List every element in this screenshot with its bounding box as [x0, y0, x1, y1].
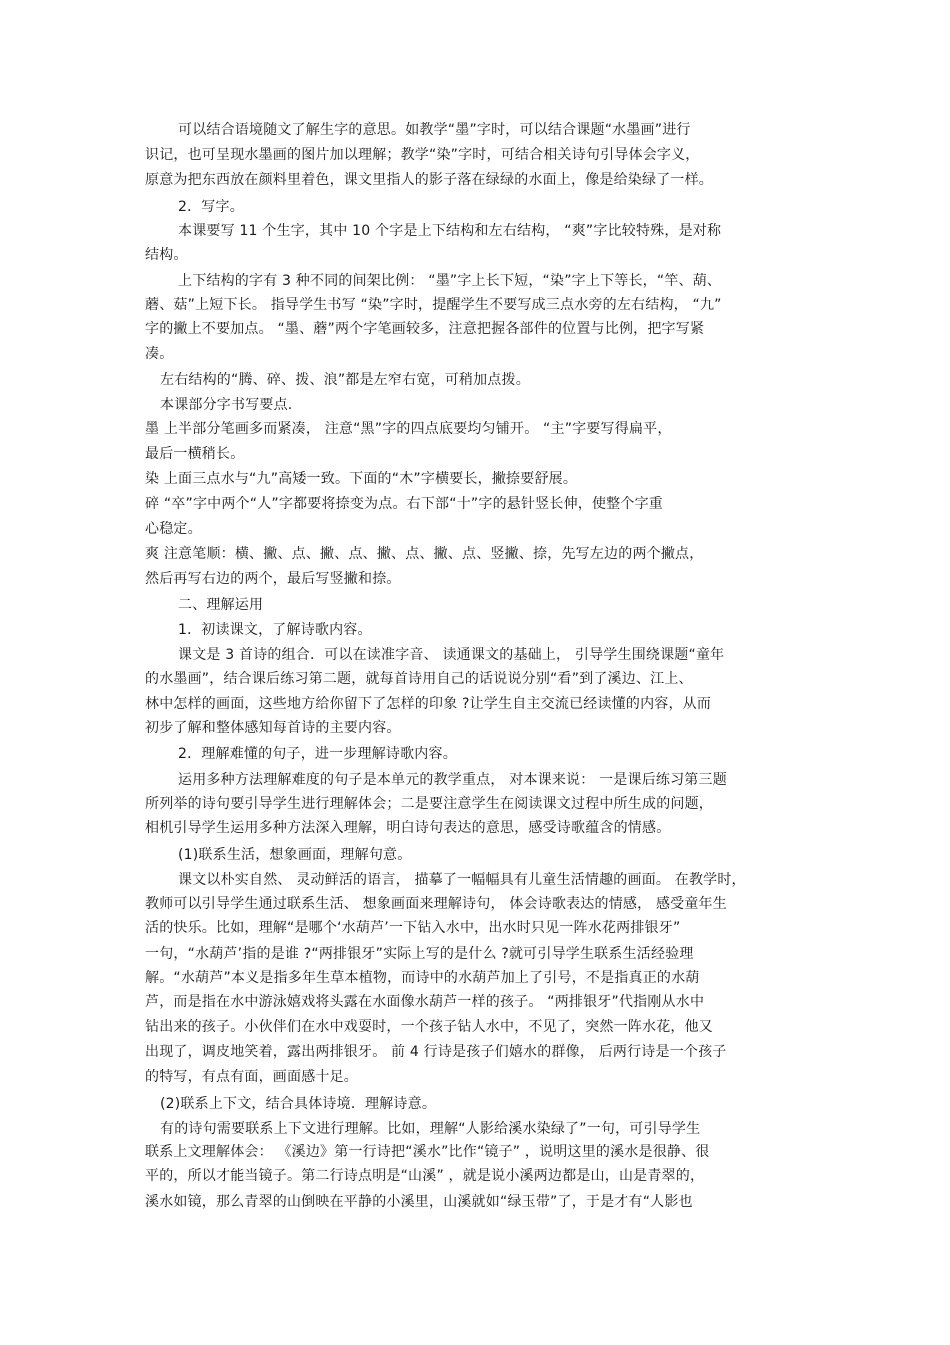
section-heading: 2．写字。 [178, 199, 244, 215]
paragraph-line: 课文以朴实自然、 灵动鲜活的语言， 描摹了一幅幅具有儿童生活情趣的画面。 在教学时， [178, 872, 746, 888]
paragraph-line: 然后再写右边的两个，最后写竖撇和捺。 [145, 571, 401, 587]
section-heading: (2)联系上下文，结合具体诗境．理解诗意。 [160, 1096, 437, 1112]
paragraph-line: 有的诗句需要联系上下文进行理解。比如，理解“人影给溪水染绿了”一句，可引导学生 [160, 1121, 701, 1137]
paragraph-line: 芦，而是指在水中游泳嬉戏将头露在水面像水葫芦一样的孩子。 “两排银牙”代指刚从水中 [145, 994, 705, 1010]
paragraph-line: 凑。 [145, 346, 174, 362]
paragraph-line: 一句，“水葫芦’指的是谁 ?“两排银牙”实际上写的是什么 ?就可引导学生联系生活经验理 [145, 946, 694, 962]
paragraph-line: 本课要写 11 个生字，其中 10 个字是上下结构和左右结构， “爽”字比较特殊，是对称 [178, 223, 722, 239]
paragraph-line: 结构。 [145, 247, 188, 263]
paragraph-line: 可以结合语境随文了解生字的意思。如教学“墨”字时，可以结合课题“水墨画”进行 [178, 122, 691, 138]
paragraph-line: 识记，也可呈现水墨画的图片加以理解；教学“染”字时，可结合相关诗句引导体会字义， [145, 147, 700, 163]
paragraph-line: 林中怎样的画面，这些地方给你留下了怎样的印象 ?让学生自主交流已经读懂的内容，从而 [145, 696, 712, 712]
paragraph-line: 解。“水葫芦”本义是指多年生草本植物，而诗中的水葫芦加上了引号，不是指真正的水葫 [145, 970, 700, 986]
paragraph-line: 课文是 3 首诗的组合．可以在读准字音、 读通课文的基础上， 引导学生围绕课题“童年 [178, 647, 725, 663]
paragraph-line: 碎 “卒”字中两个“人”字都要将捺变为点。右下部“十”字的悬针竖长伸，使整个字重 [145, 496, 663, 512]
section-heading: (1)联系生活，想象画面，理解句意。 [178, 847, 412, 863]
paragraph-line: 墨 上半部分笔画多而紧凑， 注意“黑”字的四点底要均匀铺开。 “主”字要写得扁平， [145, 421, 672, 437]
paragraph-line: 教师可以引导学生通过联系生活、 想象画面来理解诗句， 体会诗歌表达的情感， 感受童年生 [145, 896, 727, 912]
paragraph-line: 钻出来的孩子。小伙伴们在水中戏耍时，一个孩子钻人水中，不见了，突然一阵水花，他又 [145, 1019, 713, 1035]
section-heading: 2．理解难懂的句子，进一步理解诗歌内容。 [178, 746, 457, 762]
paragraph-line: 字的撇上不要加点。 “墨、蘑”两个字笔画较多，注意把握各部件的位置与比例，把字写紧 [145, 321, 705, 337]
paragraph-line: 原意为把东西放在颜料里着色，课文里指人的影子落在绿绿的水面上，像是给染绿了一样。 [145, 172, 713, 188]
paragraph-line: 初步了解和整体感知每首诗的主要内容。 [145, 720, 401, 736]
paragraph-line: 的特写，有点有面，画面感十足。 [145, 1069, 358, 1085]
paragraph-line: 活的快乐。比如，理解“是哪个‘水葫芦’一下钻入水中，出水时只见一阵水花两排银牙” [145, 920, 681, 936]
paragraph-line: 联系上文理解体会： 《溪边》第一行诗把“溪水”比作“镜子” ，说明这里的溪水是很静、很 [145, 1144, 710, 1160]
paragraph-line: 运用多种方法理解难度的句子是本单元的教学重点， 对本课来说： 一是课后练习第三题 [178, 772, 727, 788]
paragraph-line: 溪水如镜，那么青翠的山倒映在平静的小溪里，山溪就如“绿玉带”了，于是才有“人影也 [145, 1194, 693, 1210]
section-heading: 二、理解运用 [178, 597, 264, 613]
paragraph-line: 心稳定。 [145, 521, 202, 537]
paragraph-line: 最后一横稍长。 [145, 446, 245, 462]
section-heading: 1．初读课文，了解诗歌内容。 [178, 622, 372, 638]
paragraph-line: 左右结构的“腾、碎、拨、浪”都是左窄右宽，可稍加点拨。 [160, 372, 530, 388]
paragraph-line: 本课部分字书写要点. [160, 397, 293, 413]
paragraph-line: 蘑、菇”上短下长。 指导学生书写 “染”字时，提醒学生不要写成三点水旁的左右结构， “九” [145, 297, 722, 313]
paragraph-line: 所列举的诗句要引导学生进行理解体会；二是要注意学生在阅读课文过程中所生成的问题， [145, 796, 713, 812]
paragraph-line: 平的，所以才能当镜子。第二行诗点明是“山溪” ，就是说小溪两边都是山，山是青翠的， [145, 1168, 705, 1184]
paragraph-line: 出现了，调皮地笑着，露出两排银牙。 前 4 行诗是孩子们嬉水的群像， 后两行诗是一个孩子 [145, 1044, 727, 1060]
paragraph-line: 上下结构的字有 3 种不同的间架比例： “墨”字上长下短，“染”字上下等长，“竿、葫、 [178, 273, 722, 289]
paragraph-line: 爽 注意笔顺：横、撇、点、撇、点、撇、点、撇、点、竖撇、捺，先写左边的两个撇点， [145, 546, 704, 562]
paragraph-line: 染 上面三点水与“九”高矮一致。下面的“木”字横要长，撇捺要舒展。 [145, 471, 578, 487]
paragraph-line: 相机引导学生运用多种方法深入理解，明白诗句表达的意思，感受诗歌蕴含的情感。 [145, 820, 671, 836]
paragraph-line: 的水墨画”，结合课后练习第二题，就每首诗用自己的话说说分别“看”到了溪边、江上、 [145, 671, 693, 687]
